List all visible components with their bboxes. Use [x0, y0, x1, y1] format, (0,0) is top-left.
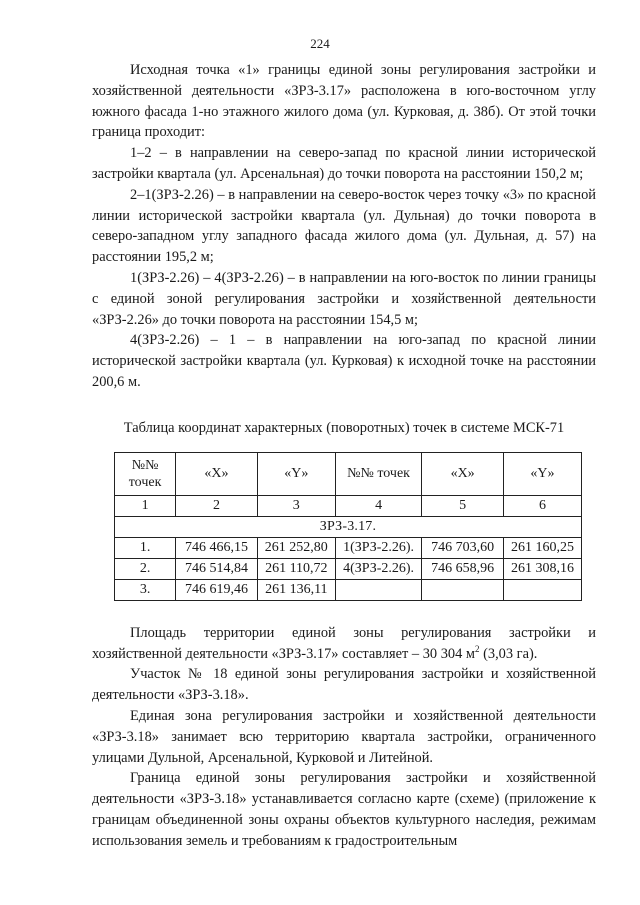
table-cell: 746 466,15 [176, 537, 258, 558]
page-number: 224 [310, 36, 330, 51]
area-text-end: (3,03 га). [479, 645, 538, 662]
area-superscript: 2 [475, 643, 480, 654]
table-cell [335, 579, 422, 600]
paragraph-segment-4-1: 4(ЗРЗ-2.26) – 1 – в направлении на юго-запад по красной линии исторической застройки квартала (ул. Курковая) к исходной точке на расстоянии 200,6 м. [92, 332, 596, 390]
table-cell: 261 136,11 [257, 579, 335, 600]
table-cell: 2. [115, 558, 176, 579]
table-row [115, 558, 582, 579]
header-point-number: №№ точек [335, 452, 422, 495]
paragraph-zone-territory: Единая зона регулирования застройки и хозяйственной деятельности «ЗРЗ-3.18» занимает всю территорию квартала застройки, ограниченного улицами Дульной, Арсенальной, Курковой и Литейной. [92, 707, 596, 766]
area-text: Площадь территории единой зоны регулирования застройки и хозяйственной деятельности «ЗРЗ-3.17» составляет – 30 304 м [92, 624, 596, 662]
table-cell: 746 514,84 [176, 558, 258, 579]
header-y: «Y» [503, 452, 581, 495]
document-body [92, 60, 596, 852]
column-number-row [115, 495, 582, 516]
column-number: 1 [115, 495, 176, 516]
table-row [115, 537, 582, 558]
table-cell: 4(ЗРЗ-2.26). [335, 558, 422, 579]
table-caption: Таблица координат характерных (поворотных) точек в системе МСК-71 [123, 419, 565, 436]
table-cell: 261 160,25 [503, 537, 581, 558]
paragraph-plot-18: Участок № 18 единой зоны регулирования застройки и хозяйственной деятельности «ЗРЗ-3.18». [92, 666, 596, 704]
header-x: «X» [176, 452, 258, 495]
coordinates-table [114, 452, 582, 601]
table-cell: 3. [115, 579, 176, 600]
paragraph-starting-point: Исходная точка «1» границы единой зоны регулирования застройки и хозяйственной деятельности «ЗРЗ-3.17» расположена в юго-восточном углу южного фасада 1-но этажного жилого дома (ул. Курковая, д. 38б). От этой точки граница проходит: [92, 62, 596, 141]
column-number: 3 [257, 495, 335, 516]
column-number: 6 [503, 495, 581, 516]
header-y: «Y» [257, 452, 335, 495]
column-number: 5 [422, 495, 504, 516]
zone-label: ЗРЗ-3.17. [115, 516, 582, 537]
table-cell [503, 579, 581, 600]
header-point-number: №№ точек [115, 452, 176, 495]
column-number: 2 [176, 495, 258, 516]
table-cell: 746 703,60 [422, 537, 504, 558]
table-cell: 261 110,72 [257, 558, 335, 579]
table-cell: 746 619,46 [176, 579, 258, 600]
table-cell: 261 252,80 [257, 537, 335, 558]
table-cell [422, 579, 504, 600]
paragraph-segment-2-1: 2–1(ЗРЗ-2.26) – в направлении на северо-восток через точку «3» по красной линии исторической застройки квартала (ул. Дульная) до точки поворота в северо-западном углу западного фасада жилого дома (ул. Дульная, д. 57) на расстоянии 195,2 м; [92, 186, 596, 266]
paragraph-area [92, 623, 596, 665]
table-cell: 746 658,96 [422, 558, 504, 579]
table-cell: 261 308,16 [503, 558, 581, 579]
table-cell: 1. [115, 537, 176, 558]
table-row [115, 579, 582, 600]
header-x: «X» [422, 452, 504, 495]
paragraph-segment-1-2: 1–2 – в направлении на северо-запад по красной линии исторической застройки квартала (ул. Арсенальная) до точки поворота на расстоянии 150,2 м; [92, 145, 596, 182]
paragraph-zone-border: Граница единой зоны регулирования застройки и хозяйственной деятельности «ЗРЗ-3.18» устанавливается согласно карте (схеме) (приложение к границам объединенной зоны охраны объектов культурного наследия, режимам использования земель и требованиям к градостроительным [92, 770, 596, 849]
zone-row [115, 516, 582, 537]
paragraph-segment-1-4: 1(ЗРЗ-2.26) – 4(ЗРЗ-2.26) – в направлении на юго-восток по линии границы с единой зоной регулирования застройки и хозяйственной деятельности «ЗРЗ-2.26» до точки поворота на расстоянии 154,5 м; [92, 269, 596, 328]
table-cell: 1(ЗРЗ-2.26). [335, 537, 422, 558]
column-number: 4 [335, 495, 422, 516]
table-header-row [115, 452, 582, 495]
